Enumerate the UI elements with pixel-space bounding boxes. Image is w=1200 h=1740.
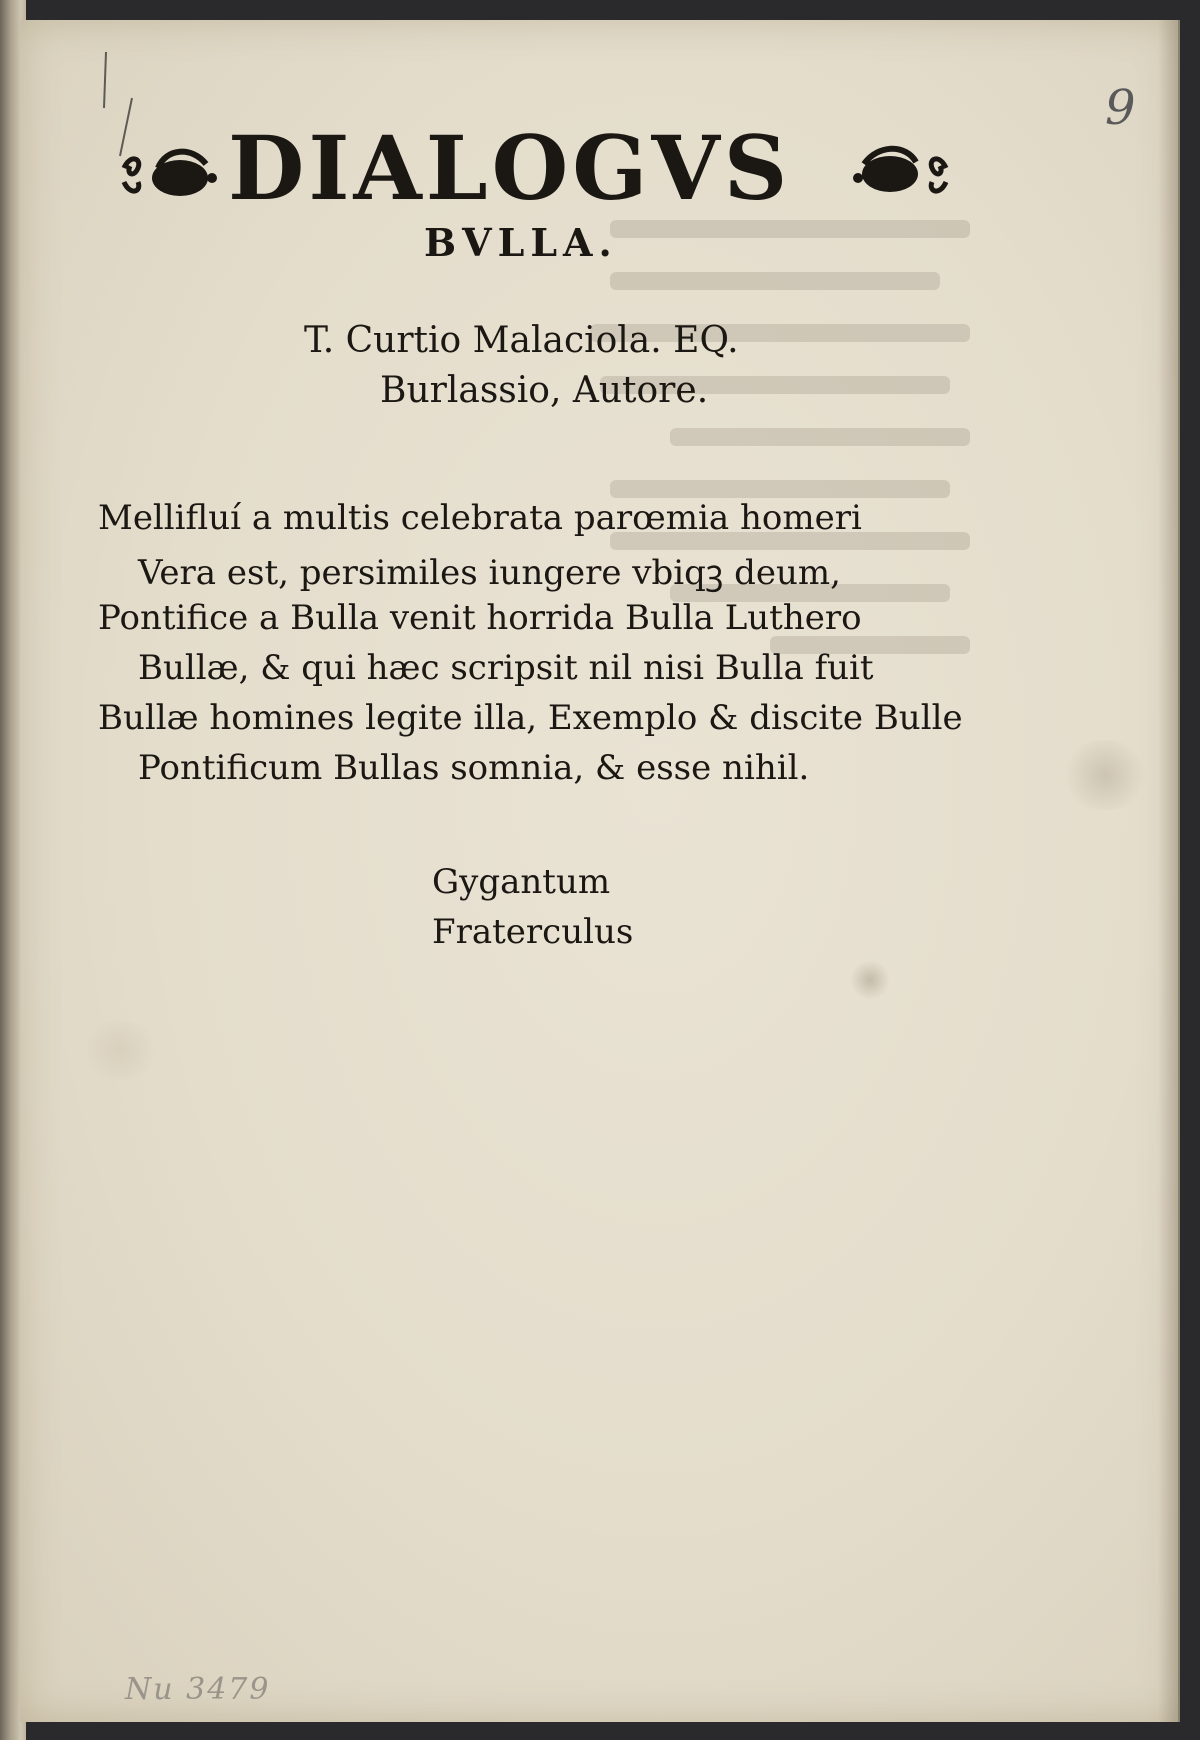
shelfmark: Nu 3479 [125,1672,271,1707]
fleuron-right-icon [850,138,950,208]
page-edge-shadow [1158,20,1178,1722]
title-page [20,20,1180,1722]
main-title: DIALOGVS [228,116,792,220]
signature-line-2: Fraterculus [432,912,634,952]
folio-number: 9 [1105,80,1136,136]
author-line-1: T. Curtio Malaciola. EQ. [304,320,739,361]
foxing-stain [1060,740,1150,810]
foxing-stain [80,1020,160,1080]
verse-line: Vera est, persimiles iungere vbiqꝫ deum, [138,553,841,593]
foxing-stain [850,960,890,1000]
verse-line: Mellifluí a multis celebrata parœmia homeri [98,498,862,538]
verse-line: Bullæ homines legite illa, Exemplo & discite Bulle [98,698,963,738]
verse-line: Pontifice a Bulla venit horrida Bulla Luthero [98,598,862,638]
subtitle: BVLLA. [424,220,618,265]
fleuron-left-icon [120,138,220,208]
signature-line-1: Gygantum [432,862,611,902]
verse-line: Bullæ, & qui hæc scripsit nil nisi Bulla fuit [138,648,874,688]
author-line-2: Burlassio, Autore. [380,370,709,411]
title-block [120,118,970,228]
verse-line: Pontificum Bullas somnia, & esse nihil. [138,748,810,788]
